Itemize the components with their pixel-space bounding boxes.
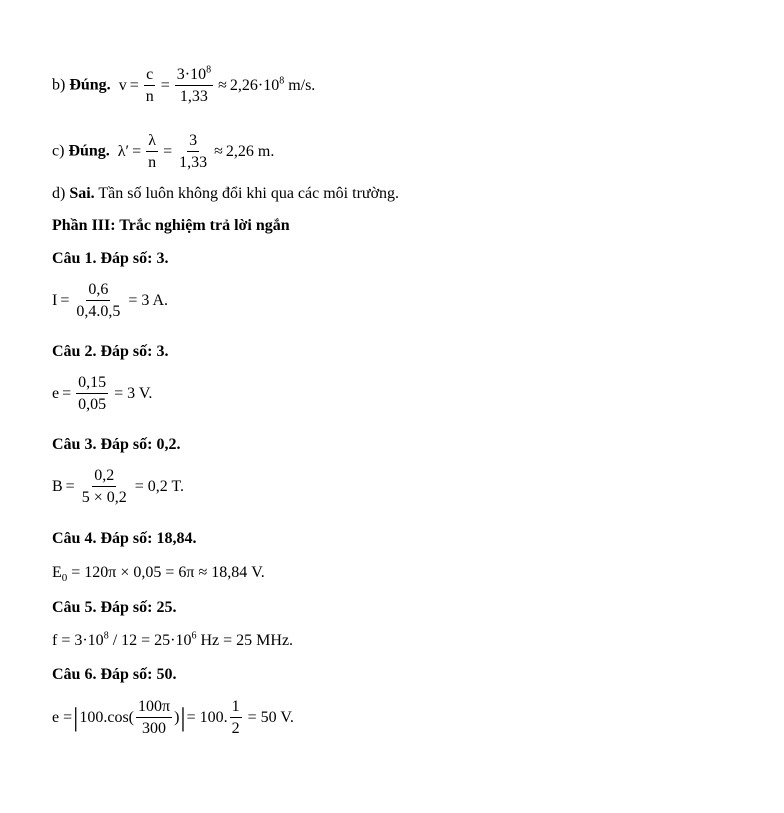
answer-c-f2-denominator: 1,33 (179, 154, 208, 171)
answer-c-eq2: = (163, 143, 173, 160)
answer-c-verdict: Đúng. (68, 142, 110, 160)
answer-b-label: b) (52, 76, 66, 94)
q6-abs-close: | (180, 703, 186, 732)
q2-denominator: 0,05 (78, 396, 107, 413)
q5-part1: f = 3·10 (52, 632, 104, 649)
q4-lhs-base: E (52, 564, 62, 581)
q5-part2: / 12 = 25·10 (108, 632, 192, 649)
q6-mid: = 100. (186, 709, 228, 726)
q2-eq: = (62, 385, 72, 402)
answer-b (52, 66, 315, 106)
answer-b-verdict: Đúng. (69, 76, 111, 94)
q4-lhs-sub: 0 (61, 572, 68, 585)
q6-numerator-1: 100π (136, 698, 172, 718)
q1-fraction (74, 281, 122, 321)
q1-eq: = (60, 292, 70, 309)
answer-d-verdict: Sai. (69, 185, 95, 202)
answer-c-formula (118, 132, 275, 172)
answer-b-fraction-2 (175, 66, 213, 106)
answer-c-label: c) (52, 142, 65, 160)
answer-d-label: d) (52, 185, 66, 202)
q2-rhs: = 3 V. (114, 385, 153, 402)
answer-c-f2-numerator: 3 (187, 132, 199, 152)
q1-heading: Câu 1. Đáp số: 3. (52, 250, 169, 267)
answer-c-f1-denominator: n (148, 154, 157, 171)
answer-c-approx: ≈ (214, 143, 223, 160)
answer-b-f2-numerator (175, 66, 213, 86)
q3-lhs: B (52, 478, 63, 495)
answer-b-f2-num-base: 3·10 (176, 66, 207, 83)
answer-c-eq1: = (132, 143, 142, 160)
q6-fraction-1 (136, 698, 172, 738)
answer-c-f1-numerator: λ (146, 132, 158, 152)
q6-after: ) (174, 709, 180, 726)
q6-lhs: e = (52, 709, 73, 726)
answer-b-formula (119, 66, 316, 106)
q4-formula (52, 563, 265, 583)
q4-rhs: = 120π × 0,05 = 6π ≈ 18,84 V. (71, 564, 265, 581)
answer-b-eq1: = (129, 77, 139, 94)
q5-exp2: 6 (191, 630, 197, 642)
answer-b-f2-num-exp: 8 (206, 64, 212, 76)
q3-heading: Câu 3. Đáp số: 0,2. (52, 436, 181, 453)
q2-formula (52, 374, 152, 414)
q1-rhs: = 3 A. (128, 292, 169, 309)
q6-abs-open: | (73, 703, 79, 732)
q1-numerator: 0,6 (86, 281, 110, 301)
q2-lhs: e (52, 385, 60, 402)
section-title: Phần III: Trắc nghiệm trả lời ngắn (52, 217, 290, 234)
answer-b-result-exp: 8 (279, 75, 285, 87)
q6-denominator-1: 300 (142, 720, 167, 737)
q1-formula (52, 281, 168, 321)
q5-exp1: 8 (103, 630, 109, 642)
q6-rhs: = 50 V. (247, 709, 294, 726)
q4-lhs (52, 564, 68, 585)
q6-denominator-2: 2 (231, 720, 240, 737)
answer-b-approx: ≈ (218, 77, 227, 94)
q3-formula (52, 467, 184, 507)
q6-formula (52, 698, 294, 738)
answer-c-result: 2,26 m. (225, 143, 275, 160)
answer-b-f1-numerator: c (144, 66, 155, 86)
q6-fraction-2 (230, 698, 242, 738)
q2-numerator: 0,15 (76, 374, 108, 394)
q2-fraction (76, 374, 108, 414)
q3-denominator: 5 × 0,2 (81, 489, 127, 506)
answer-d-text: Tần số luôn không đổi khi qua các môi trường. (98, 185, 400, 202)
q5-heading: Câu 5. Đáp số: 25. (52, 599, 177, 616)
q1-denominator: 0,4.0,5 (76, 303, 121, 320)
answer-b-fraction-1 (144, 66, 156, 106)
q3-eq: = (65, 478, 75, 495)
answer-b-f1-denominator: n (145, 88, 154, 105)
answer-b-unit: m/s. (288, 77, 316, 94)
answer-c-lhs: λ′ (117, 143, 130, 160)
q6-before: 100.cos( (79, 709, 134, 726)
q5-formula (52, 631, 293, 651)
q2-heading: Câu 2. Đáp số: 3. (52, 343, 169, 360)
q6-heading: Câu 6. Đáp số: 50. (52, 666, 177, 683)
q4-heading: Câu 4. Đáp số: 18,84. (52, 530, 197, 547)
answer-b-result-base: 2,26·10 (229, 77, 280, 94)
q3-rhs: = 0,2 T. (134, 478, 185, 495)
answer-c-fraction-1 (146, 132, 158, 172)
q5-part3: Hz = 25 MHz. (196, 632, 294, 649)
q3-fraction (80, 467, 129, 507)
answer-d (52, 184, 399, 204)
q3-numerator: 0,2 (92, 467, 116, 487)
answer-c-fraction-2 (177, 132, 209, 172)
answer-c (52, 132, 274, 172)
q1-lhs: I (52, 292, 58, 309)
answer-b-result (230, 76, 284, 96)
q6-numerator-2: 1 (230, 698, 242, 718)
answer-b-f2-denominator: 1,33 (179, 88, 208, 105)
answer-b-lhs: v (118, 77, 127, 94)
answer-b-eq2: = (160, 77, 170, 94)
